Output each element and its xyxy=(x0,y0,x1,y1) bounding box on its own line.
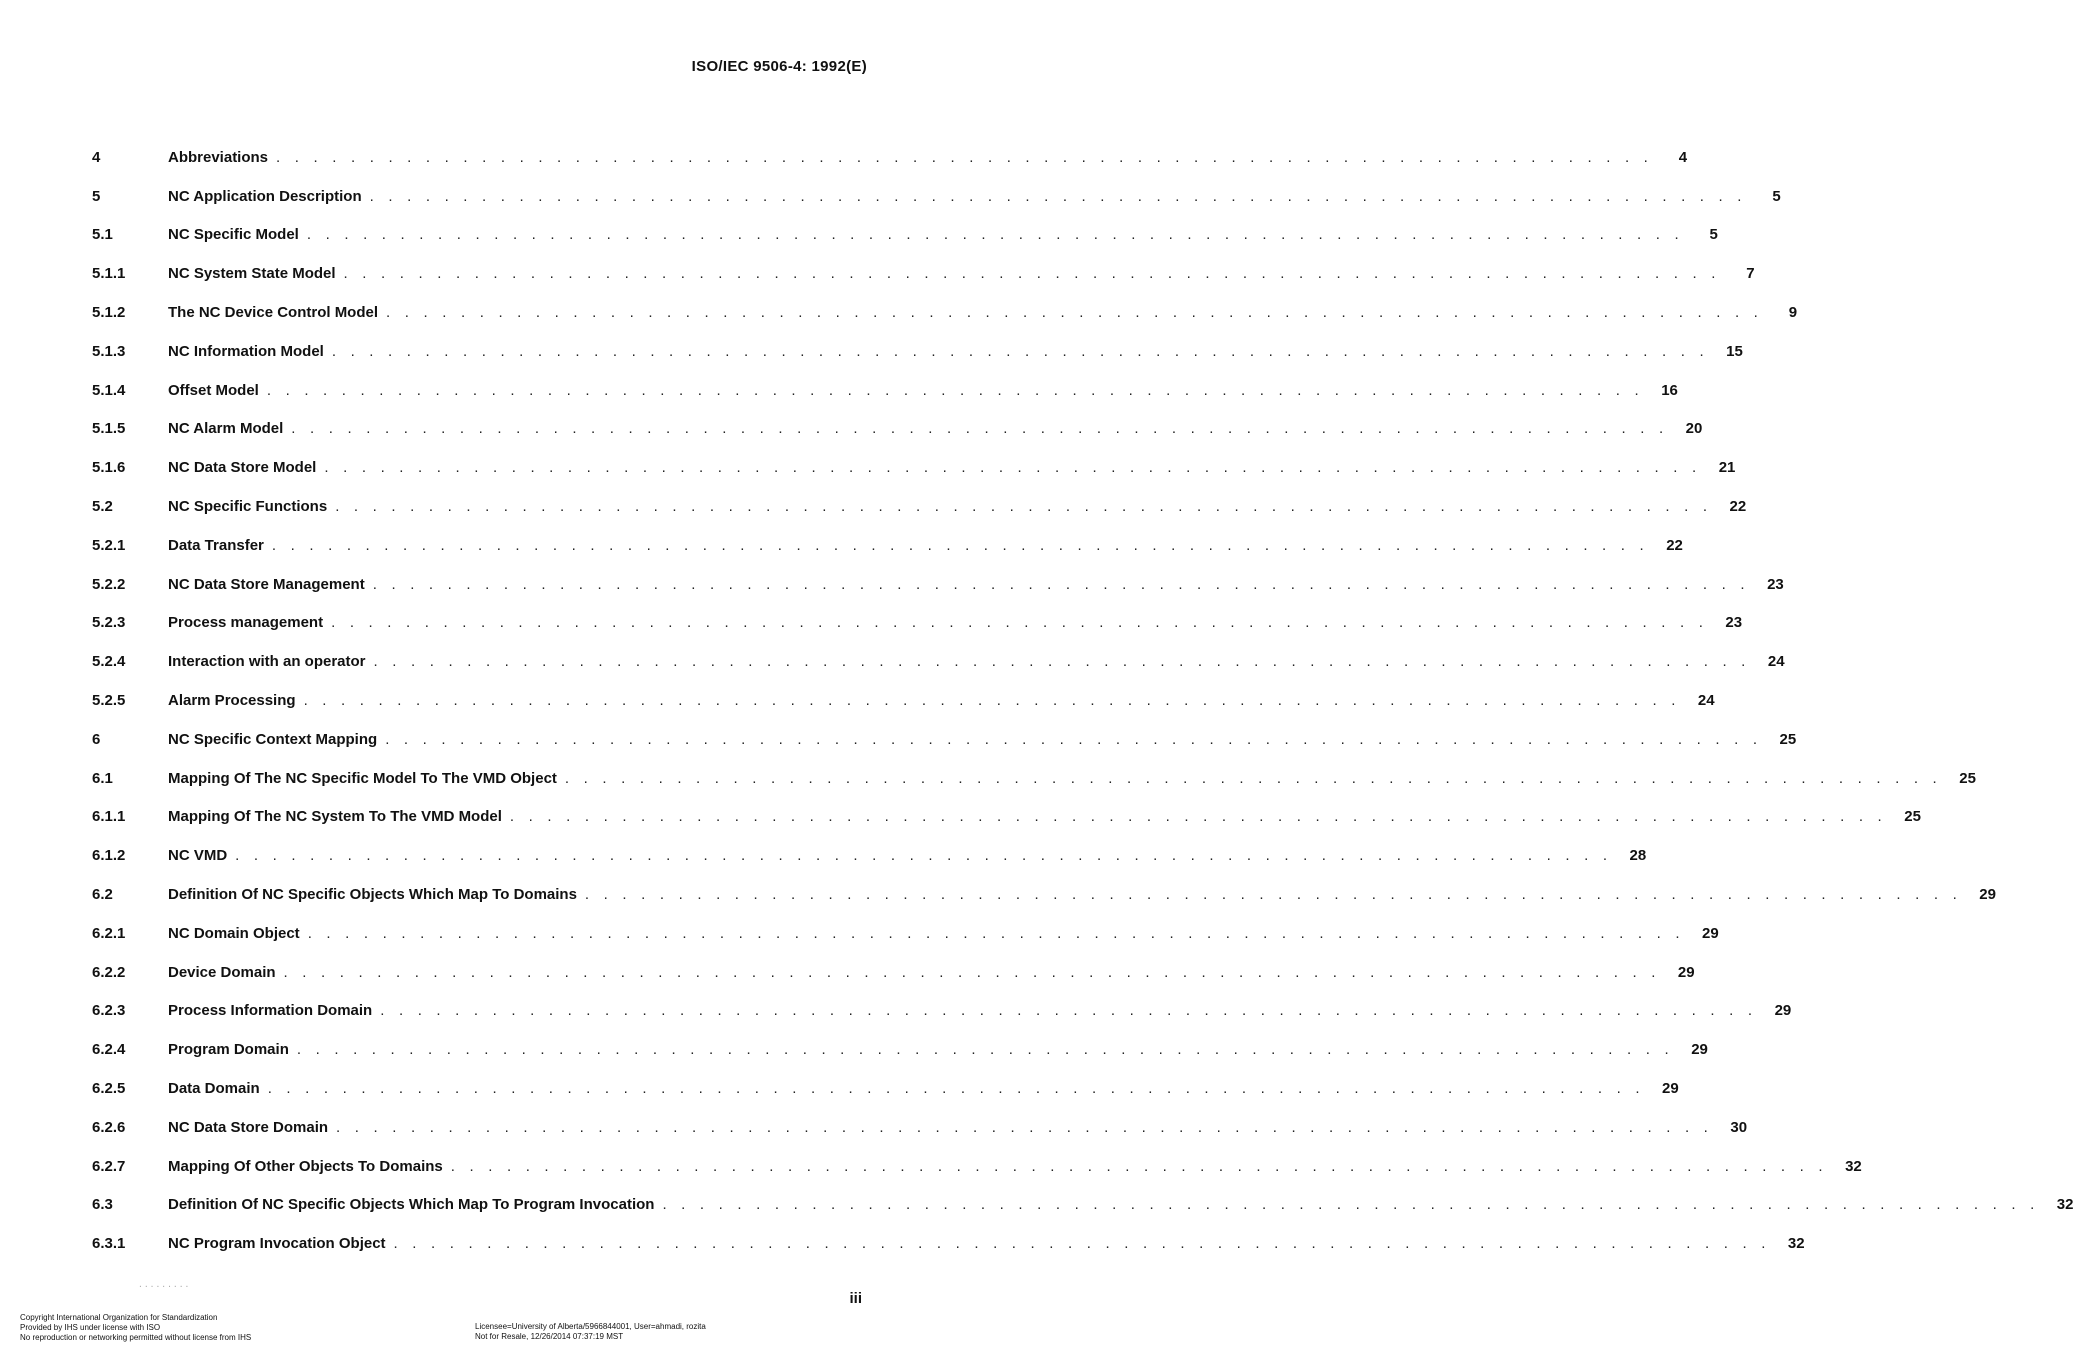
toc-leader-dots: . . . . . . . . . . . . . . . . . . . . . . . . . . . . . . . . . . . . . . . . . . . . . . . . . . . . . . . . . . . . . . . . . . . . . . . . . . xyxy=(393,1235,1771,1253)
toc-entry-number: 6.2.2 xyxy=(92,963,126,981)
toc-entry-number: 4 xyxy=(92,148,101,166)
footer-license xyxy=(475,1322,706,1342)
toc-entry-page: 20 xyxy=(1685,420,1703,438)
toc-entry xyxy=(92,138,1688,177)
toc-entry xyxy=(92,914,1719,953)
toc-entry-page: 4 xyxy=(1678,148,1688,166)
toc-entry xyxy=(92,720,1797,759)
toc-entry-title: NC System State Model xyxy=(168,265,336,283)
toc-leader-dots: . . . . . . . . . . . . . . . . . . . . . . . . . . . . . . . . . . . . . . . . . . . . . . . . . . . . . . . . . . . . . . . . . . . . . . . . . . xyxy=(509,808,1887,826)
toc-entry-number: 6.2.6 xyxy=(92,1118,126,1136)
toc-entry xyxy=(92,1147,1862,1186)
toc-entry-title: Data Domain xyxy=(168,1080,260,1098)
toc-entry-page: 23 xyxy=(1725,614,1743,632)
toc-entry xyxy=(92,1224,1805,1263)
toc-entry-page: 29 xyxy=(1691,1041,1708,1059)
toc-leader-dots: . . . . . . . . . . . . . . . . . . . . . . . . . . . . . . . . . . . . . . . . . . . . . . . . . . . . . . . . . . . . . . . . . . . . . . . . . . xyxy=(343,265,1721,283)
toc-entry-title: NC Specific Model xyxy=(168,226,299,244)
toc-entry-number: 5.2.1 xyxy=(92,536,126,554)
toc-leader-dots: . . . . . . . . . . . . . . . . . . . . . . . . . . . . . . . . . . . . . . . . . . . . . . . . . . . . . . . . . . . . . . . . . . . . . . . . . . xyxy=(380,1002,1758,1020)
toc-entry-page: 5 xyxy=(1709,226,1718,244)
toc-entry-title: NC Alarm Model xyxy=(168,420,284,438)
toc-entry-title: Mapping Of The NC Specific Model To The VMD Object xyxy=(168,769,557,787)
toc-entry-title: NC VMD xyxy=(168,847,228,865)
toc-entry-title: Definition Of NC Specific Objects Which Map To Domains xyxy=(168,886,577,904)
toc-entry xyxy=(92,410,1703,449)
toc-leader-dots: . . . . . . . . . . . . . . . . . . . . . . . . . . . . . . . . . . . . . . . . . . . . . . . . . . . . . . . . . . . . . . . . . . . . . . . . . . xyxy=(386,304,1764,322)
toc-entry-title: Alarm Processing xyxy=(168,692,296,710)
toc-leader-dots: . . . . . . . . . . . . . . . . . . . . . . . . . . . . . . . . . . . . . . . . . . . . . . . . . . . . . . . . . . . . . . . . . . . . . . . . . . xyxy=(324,459,1702,477)
toc-entry-number: 5.2.4 xyxy=(92,653,126,671)
toc-leader-dots: . . . . . . . . . . . . . . . . . . . . . . . . . . . . . . . . . . . . . . . . . . . . . . . . . . . . . . . . . . . . . . . . . . . . . . . . . . xyxy=(296,1041,1674,1059)
toc-leader-dots: . . . . . . . . . . . . . . . . . . . . . . . . . . . . . . . . . . . . . . . . . . . . . . . . . . . . . . . . . . . . . . . . . . . . . . . . . . xyxy=(662,1196,2040,1214)
toc-entry-page: 30 xyxy=(1730,1118,1748,1136)
toc-leader-dots: . . . . . . . . . . . . . . . . . . . . . . . . . . . . . . . . . . . . . . . . . . . . . . . . . . . . . . . . . . . . . . . . . . . . . . . . . . xyxy=(336,1118,1714,1136)
toc-entry-page: 29 xyxy=(1702,924,1719,942)
toc-leader-dots: . . . . . . . . . . . . . . . . . . . . . . . . . . . . . . . . . . . . . . . . . . . . . . . . . . . . . . . . . . . . . . . . . . . . . . . . . . xyxy=(372,575,1750,593)
toc-entry xyxy=(92,1030,1708,1069)
footer-copyright xyxy=(20,1313,251,1343)
toc-entry-title: NC Program Invocation Object xyxy=(168,1235,386,1253)
toc-leader-dots: . . . . . . . . . . . . . . . . . . . . . . . . . . . . . . . . . . . . . . . . . . . . . . . . . . . . . . . . . . . . . . . . . . . . . . . . . . xyxy=(307,924,1685,942)
toc-entry-number: 6.2.4 xyxy=(92,1041,126,1059)
toc-entry-title: Definition Of NC Specific Objects Which Map To Program Invocation xyxy=(168,1196,655,1214)
toc-entry xyxy=(92,448,1736,487)
toc-leader-dots: . . . . . . . . . . . . . . . . . . . . . . . . . . . . . . . . . . . . . . . . . . . . . . . . . . . . . . . . . . . . . . . . . . . . . . . . . . xyxy=(331,614,1709,632)
toc-entry-number: 5.2.5 xyxy=(92,692,126,710)
toc-entry-title: The NC Device Control Model xyxy=(168,304,379,322)
toc-entry xyxy=(92,798,1921,837)
toc-entry-number: 6.2.3 xyxy=(92,1002,126,1020)
toc-entry-title: NC Specific Context Mapping xyxy=(168,730,378,748)
toc-entry-page: 25 xyxy=(1904,808,1921,826)
toc-entry-number: 5.2.3 xyxy=(92,614,126,632)
toc-entry xyxy=(92,642,1785,681)
toc-entry-number: 6.3.1 xyxy=(92,1235,126,1253)
toc-entry-title: Data Transfer xyxy=(168,536,264,554)
toc-entry-page: 5 xyxy=(1772,187,1781,205)
toc-leader-dots: . . . . . . . . . . . . . . . . . . . . . . . . . . . . . . . . . . . . . . . . . . . . . . . . . . . . . . . . . . . . . . . . . . . . . . . . . . xyxy=(266,381,1644,399)
toc-entry-page: 29 xyxy=(1774,1002,1792,1020)
toc-entry-page: 22 xyxy=(1729,498,1747,516)
toc-entry-number: 6.1.1 xyxy=(92,808,126,826)
toc-entry-page: 24 xyxy=(1697,692,1715,710)
toc-entry-page: 25 xyxy=(1779,730,1797,748)
toc-entry-number: 6.2.5 xyxy=(92,1080,126,1098)
toc-leader-dots: . . . . . . . . . . . . . . . . . . . . . . . . . . . . . . . . . . . . . . . . . . . . . . . . . . . . . . . . . . . . . . . . . . . . . . . . . . xyxy=(303,692,1681,710)
footer-line: Not for Resale, 12/26/2014 07:37:19 MST xyxy=(475,1332,624,1341)
toc-entry-page: 24 xyxy=(1767,653,1785,671)
toc-entry-title: Process management xyxy=(168,614,324,632)
toc-entry xyxy=(92,875,1996,914)
footer-line: Licensee=University of Alberta/5966844001, User=ahmadi, rozita xyxy=(475,1322,706,1331)
scan-artifact: ········· xyxy=(138,1282,191,1291)
toc-entry-page: 25 xyxy=(1959,769,1976,787)
toc-entry-title: NC Data Store Domain xyxy=(168,1118,329,1136)
toc-entry-page: 7 xyxy=(1746,265,1755,283)
toc-entry xyxy=(92,836,1647,875)
toc-entry xyxy=(92,1069,1679,1108)
footer-line: Copyright International Organization for Standardization xyxy=(20,1313,218,1322)
toc-leader-dots: . . . . . . . . . . . . . . . . . . . . . . . . . . . . . . . . . . . . . . . . . . . . . . . . . . . . . . . . . . . . . . . . . . . . . . . . . . xyxy=(271,536,1649,554)
toc-entry xyxy=(92,254,1755,293)
toc-entry xyxy=(92,1108,1748,1147)
toc-entry xyxy=(92,177,1781,216)
toc-leader-dots: . . . . . . . . . . . . . . . . . . . . . . . . . . . . . . . . . . . . . . . . . . . . . . . . . . . . . . . . . . . . . . . . . . . . . . . . . . xyxy=(369,187,1747,205)
toc-entry xyxy=(92,759,1976,798)
toc-entry-page: 9 xyxy=(1788,304,1798,322)
toc-entry-title: Program Domain xyxy=(168,1041,289,1059)
toc-entry-page: 16 xyxy=(1661,381,1678,399)
toc-entry xyxy=(92,216,1718,255)
toc-entry-title: Mapping Of Other Objects To Domains xyxy=(168,1157,443,1175)
toc-entry-title: Offset Model xyxy=(168,381,259,399)
toc-entry xyxy=(92,371,1678,410)
toc-leader-dots: . . . . . . . . . . . . . . . . . . . . . . . . . . . . . . . . . . . . . . . . . . . . . . . . . . . . . . . . . . . . . . . . . . . . . . . . . . xyxy=(564,769,1942,787)
toc-entry-number: 5 xyxy=(92,187,101,205)
toc-entry-title: Process Information Domain xyxy=(168,1002,373,1020)
toc-entry-page: 15 xyxy=(1726,342,1743,360)
toc-entry-number: 5.1 xyxy=(92,226,113,244)
toc-entry xyxy=(92,1186,2073,1225)
toc-entry xyxy=(92,604,1743,643)
table-of-contents xyxy=(92,138,2073,1263)
toc-entry-number: 6.3 xyxy=(92,1196,113,1214)
toc-entry-page: 23 xyxy=(1767,575,1784,593)
toc-entry-number: 6.1 xyxy=(92,769,113,787)
toc-entry xyxy=(92,565,1784,604)
toc-leader-dots: . . . . . . . . . . . . . . . . . . . . . . . . . . . . . . . . . . . . . . . . . . . . . . . . . . . . . . . . . . . . . . . . . . . . . . . . . . xyxy=(283,963,1661,981)
toc-entry-title: NC Information Model xyxy=(168,342,324,360)
footer-line: Provided by IHS under license with ISO xyxy=(20,1323,161,1332)
toc-entry-title: Mapping Of The NC System To The VMD Model xyxy=(168,808,502,826)
toc-entry-page: 22 xyxy=(1666,536,1683,554)
page-number: iii xyxy=(849,1290,862,1307)
toc-entry xyxy=(92,953,1695,992)
toc-leader-dots: . . . . . . . . . . . . . . . . . . . . . . . . . . . . . . . . . . . . . . . . . . . . . . . . . . . . . . . . . . . . . . . . . . . . . . . . . . xyxy=(267,1080,1645,1098)
footer-line: No reproduction or networking permitted without license from IHS xyxy=(20,1333,252,1342)
toc-leader-dots: . . . . . . . . . . . . . . . . . . . . . . . . . . . . . . . . . . . . . . . . . . . . . . . . . . . . . . . . . . . . . . . . . . . . . . . . . . xyxy=(373,653,1751,671)
toc-entry-page: 29 xyxy=(1979,886,1996,904)
toc-leader-dots: . . . . . . . . . . . . . . . . . . . . . . . . . . . . . . . . . . . . . . . . . . . . . . . . . . . . . . . . . . . . . . . . . . . . . . . . . . xyxy=(235,847,1613,865)
toc-leader-dots: . . . . . . . . . . . . . . . . . . . . . . . . . . . . . . . . . . . . . . . . . . . . . . . . . . . . . . . . . . . . . . . . . . . . . . . . . . xyxy=(450,1157,1828,1175)
toc-entry-page: 32 xyxy=(2056,1196,2073,1214)
toc-entry-page: 29 xyxy=(1662,1080,1679,1098)
toc-entry-number: 6.2.1 xyxy=(92,924,126,942)
toc-entry-title: Interaction with an operator xyxy=(168,653,366,671)
toc-entry xyxy=(92,293,1798,332)
toc-entry-number: 6.1.2 xyxy=(92,847,126,865)
document-code: ISO/IEC 9506-4: 1992(E) xyxy=(691,58,867,75)
toc-entry xyxy=(92,992,1792,1031)
toc-entry-number: 5.1.2 xyxy=(92,304,126,322)
toc-entry-page: 32 xyxy=(1787,1235,1805,1253)
toc-entry-number: 5.1.6 xyxy=(92,459,126,477)
toc-entry-number: 5.2 xyxy=(92,498,113,516)
toc-entry-page: 29 xyxy=(1677,963,1695,981)
toc-entry xyxy=(92,487,1747,526)
toc-entry-title: NC Data Store Model xyxy=(168,459,317,477)
toc-entry-number: 5.1.5 xyxy=(92,420,126,438)
toc-entry-page: 28 xyxy=(1629,847,1647,865)
toc-entry-title: NC Data Store Management xyxy=(168,575,365,593)
toc-entry xyxy=(92,526,1683,565)
toc-entry xyxy=(92,681,1715,720)
toc-leader-dots: . . . . . . . . . . . . . . . . . . . . . . . . . . . . . . . . . . . . . . . . . . . . . . . . . . . . . . . . . . . . . . . . . . . . . . . . . . xyxy=(331,342,1709,360)
toc-entry-number: 5.2.2 xyxy=(92,575,126,593)
toc-entry-title: NC Specific Functions xyxy=(168,498,328,516)
toc-entry-number: 6 xyxy=(92,730,101,748)
toc-leader-dots: . . . . . . . . . . . . . . . . . . . . . . . . . . . . . . . . . . . . . . . . . . . . . . . . . . . . . . . . . . . . . . . . . . . . . . . . . . xyxy=(276,148,1654,166)
toc-entry xyxy=(92,332,1743,371)
toc-entry-title: Device Domain xyxy=(168,963,276,981)
toc-entry-page: 32 xyxy=(1845,1157,1862,1175)
toc-leader-dots: . . . . . . . . . . . . . . . . . . . . . . . . . . . . . . . . . . . . . . . . . . . . . . . . . . . . . . . . . . . . . . . . . . . . . . . . . . xyxy=(385,730,1763,748)
toc-leader-dots: . . . . . . . . . . . . . . . . . . . . . . . . . . . . . . . . . . . . . . . . . . . . . . . . . . . . . . . . . . . . . . . . . . . . . . . . . . xyxy=(306,226,1684,244)
toc-entry-number: 6.2 xyxy=(92,886,113,904)
toc-entry-number: 5.1.4 xyxy=(92,381,126,399)
toc-entry-number: 6.2.7 xyxy=(92,1157,126,1175)
toc-entry-title: NC Application Description xyxy=(168,187,362,205)
toc-leader-dots: . . . . . . . . . . . . . . . . . . . . . . . . . . . . . . . . . . . . . . . . . . . . . . . . . . . . . . . . . . . . . . . . . . . . . . . . . . xyxy=(584,886,1962,904)
toc-entry-page: 21 xyxy=(1718,459,1736,477)
toc-entry-title: Abbreviations xyxy=(168,148,269,166)
toc-leader-dots: . . . . . . . . . . . . . . . . . . . . . . . . . . . . . . . . . . . . . . . . . . . . . . . . . . . . . . . . . . . . . . . . . . . . . . . . . . xyxy=(335,498,1713,516)
toc-entry-number: 5.1.3 xyxy=(92,342,126,360)
toc-leader-dots: . . . . . . . . . . . . . . . . . . . . . . . . . . . . . . . . . . . . . . . . . . . . . . . . . . . . . . . . . . . . . . . . . . . . . . . . . . xyxy=(291,420,1669,438)
toc-entry-title: NC Domain Object xyxy=(168,924,300,942)
toc-entry-number: 5.1.1 xyxy=(92,265,126,283)
